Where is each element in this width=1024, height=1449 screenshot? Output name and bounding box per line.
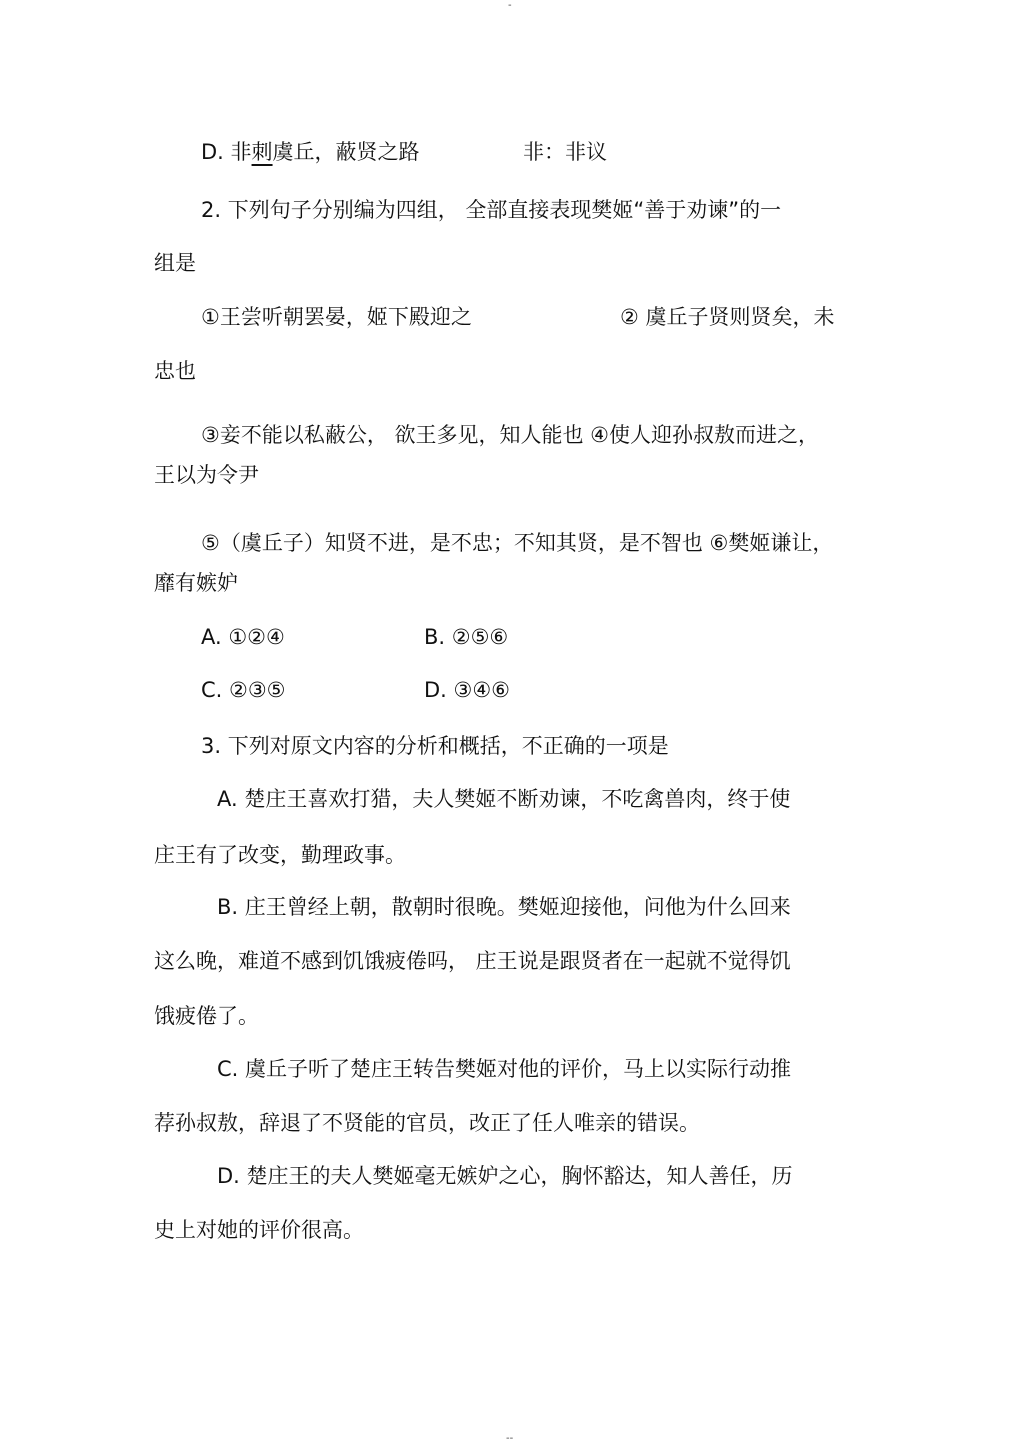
q2-stem-line1: 2. 下列句子分别编为四组， 全部直接表现樊姬“善于劝谏”的一: [201, 198, 782, 222]
q2-items-3-4-line2: 王以为令尹: [154, 463, 259, 487]
q1-option-d-text: 虞丘，蔽贤之路: [272, 140, 420, 164]
q3-option-d-line2: 史上对她的评价很高。: [154, 1218, 364, 1242]
q3-option-b-line3: 饿疲倦了。: [154, 1004, 259, 1028]
header-mark: -: [508, 0, 512, 11]
q1-option-d: [201, 138, 420, 166]
q2-items-5-6-line1: ⑤（虞丘子）知贤不进，是不忠；不知其贤，是不智也 ⑥樊姬谦让，: [201, 531, 834, 555]
q1-option-d-label: D.: [201, 140, 224, 164]
q2-items-5-6-line2: 靡有嫉妒: [154, 571, 238, 595]
q3-option-a-line1: A. 楚庄王喜欢打猎，夫人樊姬不断劝谏，不吃禽兽肉，终于使: [217, 787, 791, 811]
q2-option-d: D. ③④⑥: [424, 678, 510, 702]
q3-option-b-line2: 这么晚，难道不感到饥饿疲倦吗， 庄王说是跟贤者在一起就不觉得饥: [154, 949, 791, 973]
q1-option-d-gloss: 非：非议: [523, 140, 607, 164]
q3-option-b-line1: B. 庄王曾经上朝，散朝时很晚。樊姬迎接他，问他为什么回来: [217, 895, 791, 919]
q3-option-d-line1: D. 楚庄王的夫人樊姬毫无嫉妒之心，胸怀豁达，知人善任，历: [217, 1164, 793, 1188]
q3-stem: 3. 下列对原文内容的分析和概括，不正确的一项是: [201, 734, 669, 758]
q3-option-a-line2: 庄王有了改变，勤理政事。: [154, 843, 406, 867]
q2-items-3-4-line1: ③妾不能以私蔽公， 欲王多见，知人能也 ④使人迎孙叔敖而进之，: [201, 423, 820, 447]
q1-option-d-first-char: 非: [230, 140, 252, 164]
q3-option-c-line2: 荐孙叔敖，辞退了不贤能的官员，改正了任人唯亲的错误。: [154, 1111, 700, 1135]
q2-stem-line2: 组是: [154, 251, 196, 275]
q2-item-1: ①王尝听朝罢晏，姬下殿迎之: [201, 305, 472, 329]
q2-item-2-start: ② 虞丘子贤则贤矣，未: [620, 305, 835, 329]
q2-option-a: A. ①②④: [201, 625, 285, 649]
footer-mark: --: [506, 1433, 514, 1444]
q2-item-2-end: 忠也: [154, 359, 196, 383]
q3-option-c-line1: C. 虞丘子听了楚庄王转告樊姬对他的评价，马上以实际行动推: [217, 1057, 792, 1081]
q2-option-b: B. ②⑤⑥: [424, 625, 509, 649]
q2-option-c: C. ②③⑤: [201, 678, 286, 702]
q1-option-d-underlined-char: 刺: [251, 140, 273, 164]
